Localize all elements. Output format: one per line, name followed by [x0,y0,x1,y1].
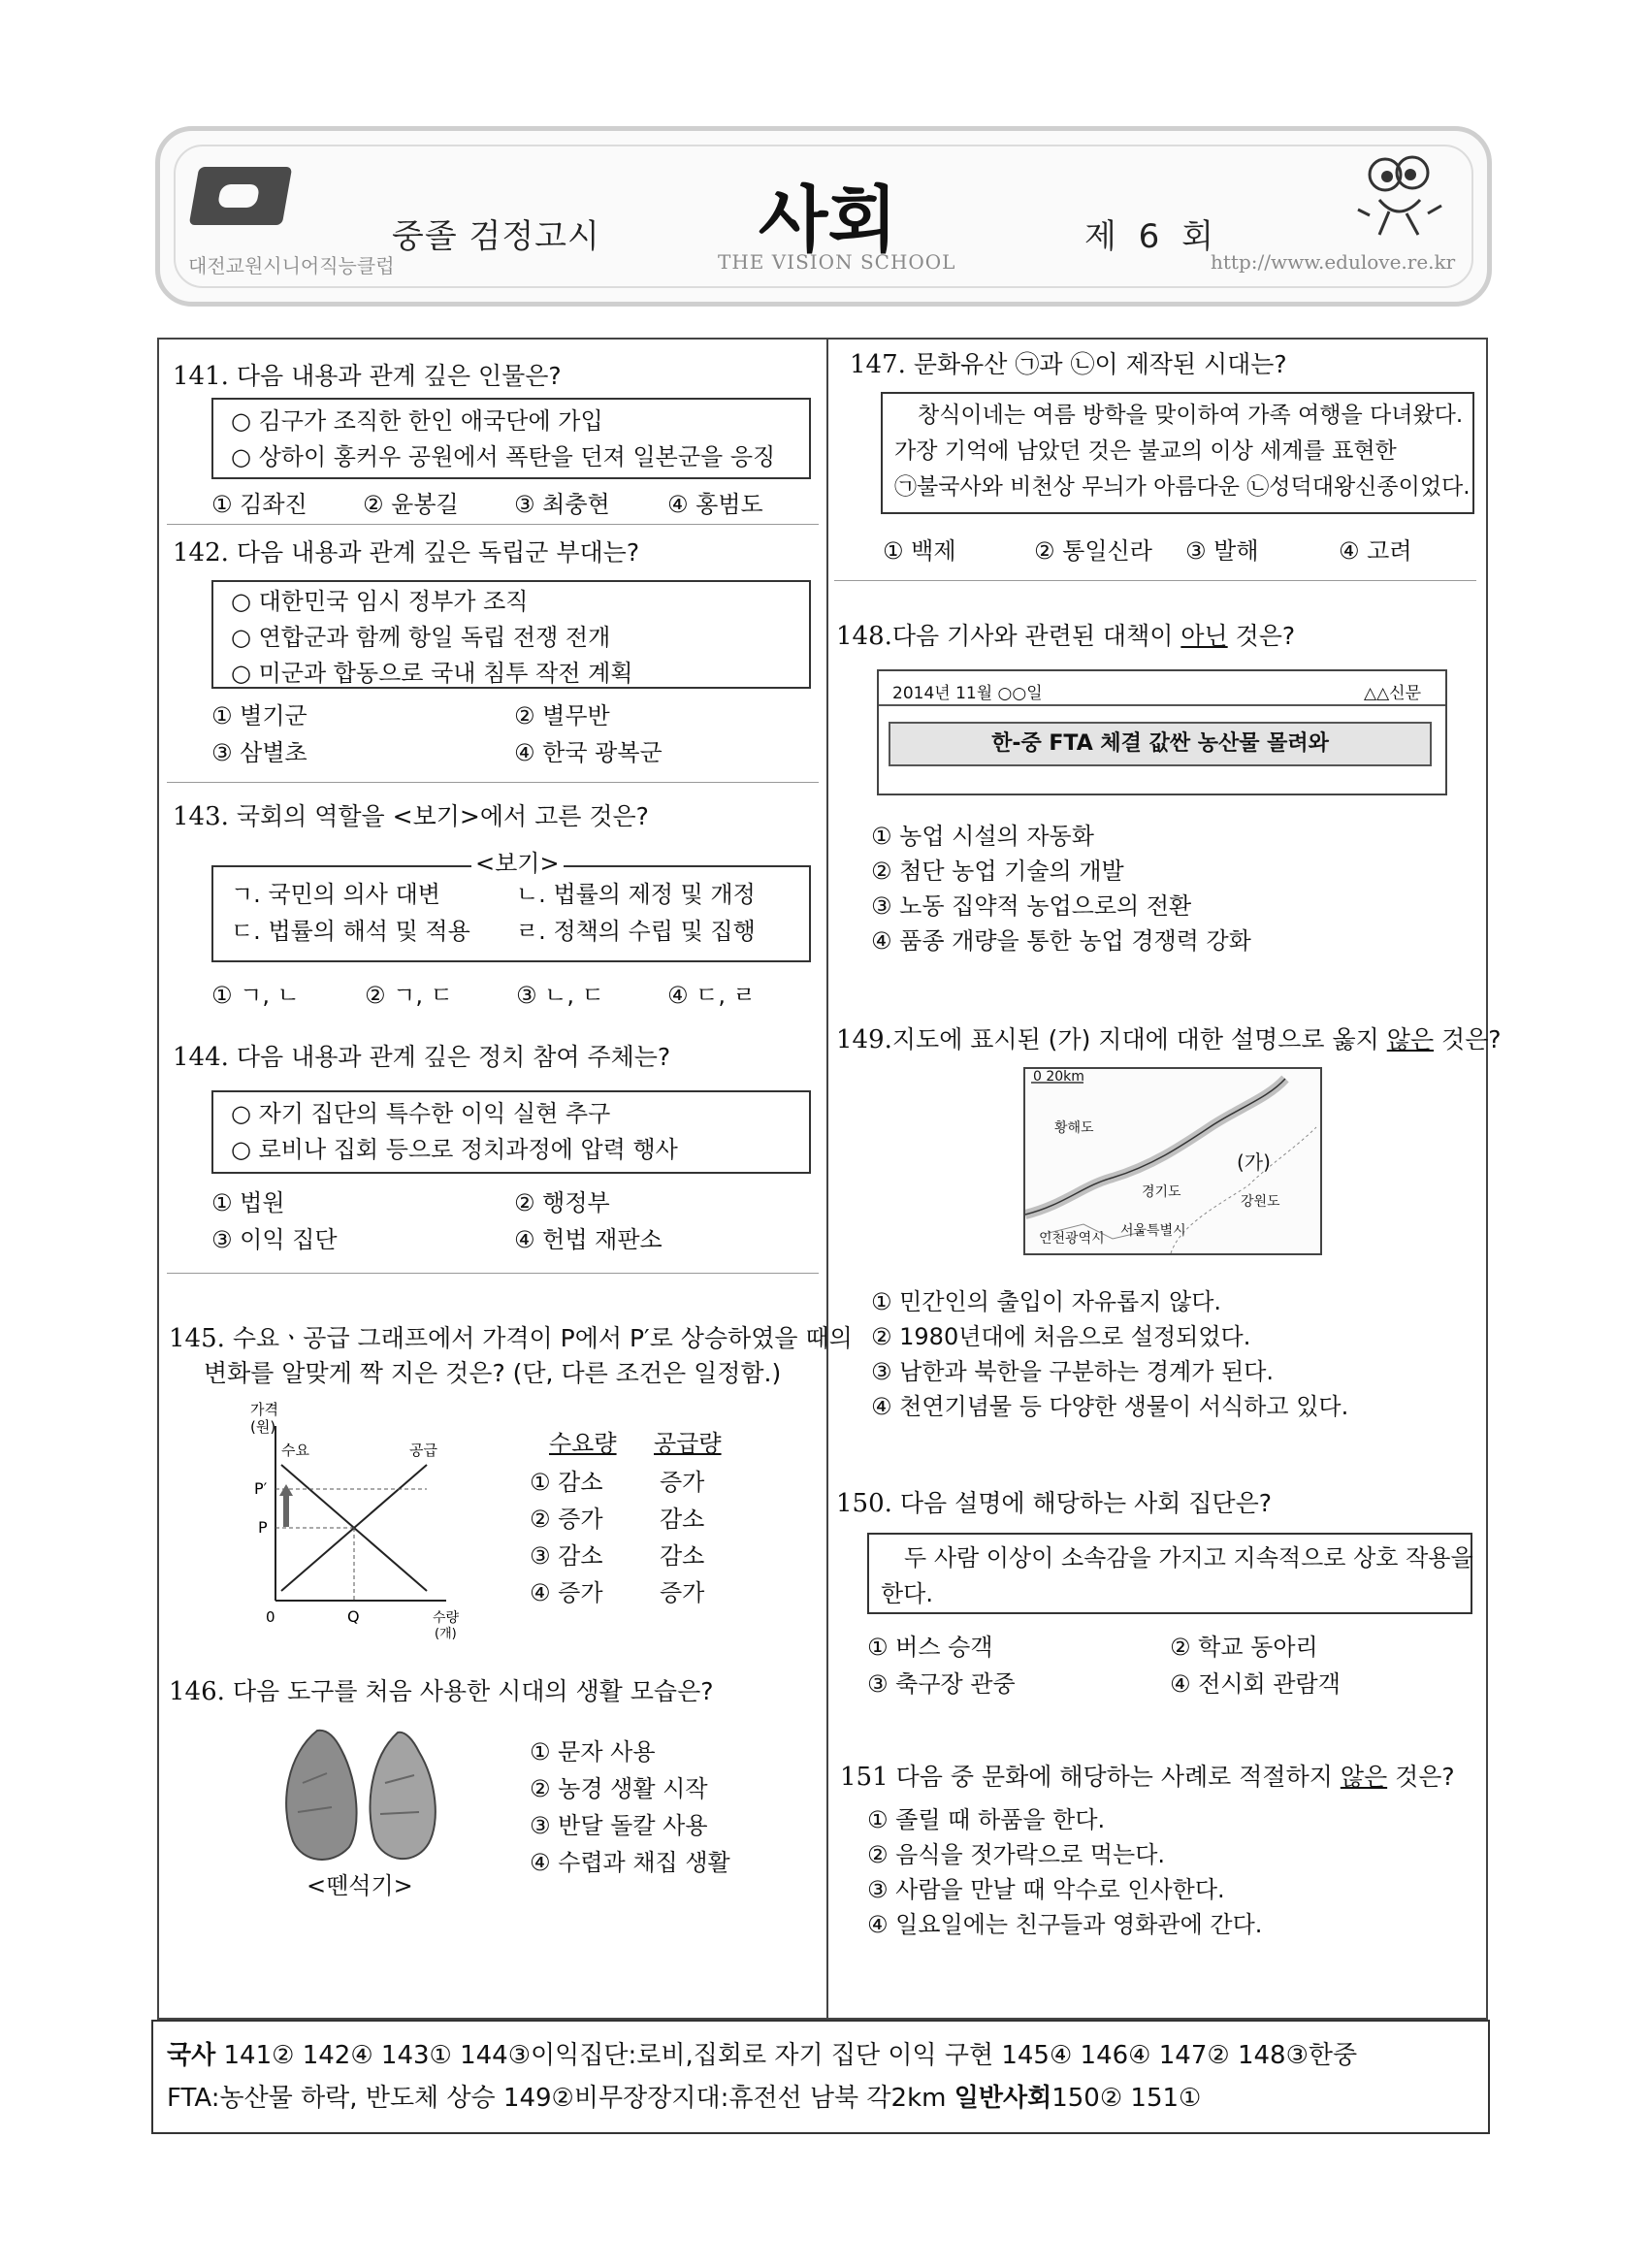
q141-option-1[interactable]: ① 김좌진 [211,491,307,518]
q147-stem [850,347,1287,382]
q148-option-1[interactable]: ① 농업 시설의 자동화 [871,823,1094,850]
q149-option-2[interactable]: ② 1980년대에 처음으로 설정되었다. [871,1323,1251,1350]
q147-option-1[interactable]: ① 백제 [883,537,956,565]
q141-number: 141. [173,362,229,391]
map-label-ga: (가) [1237,1150,1271,1174]
q144-option-4[interactable]: ④ 헌법 재판소 [514,1226,663,1253]
separator [167,524,819,525]
column-divider [826,338,828,2022]
q144-number: 144. [173,1043,229,1072]
q145-option-2[interactable]: ② 증가 [530,1506,603,1533]
q147-option-4[interactable]: ④ 고려 [1339,537,1412,565]
q149-option-3[interactable]: ③ 남한과 북한을 구분하는 경계가 된다. [871,1358,1275,1385]
q142-option-2[interactable]: ② 별무반 [514,702,610,729]
q144-stem [173,1040,670,1075]
q142-stem [173,535,639,570]
q148-option-4[interactable]: ④ 품종 개량을 통한 농업 경쟁력 강화 [871,927,1251,955]
map-label-hwanghae: 황해도 [1054,1120,1094,1136]
q150-option-2[interactable]: ② 학교 동아리 [1170,1634,1318,1661]
q143-box-title: <보기> [471,846,564,882]
q150-option-3[interactable]: ③ 축구장 관중 [867,1670,1016,1698]
q-label: Q [347,1607,360,1626]
q148-text-end: 것은? [1227,622,1296,650]
q141-option-2[interactable]: ② 윤봉길 [363,491,459,518]
q143-option-1[interactable]: ① ㄱ, ㄴ [211,982,300,1009]
dmz-map [1023,1067,1322,1255]
q141-option-3[interactable]: ③ 최충현 [514,491,610,518]
q145-text-line2: 변화를 알맞게 짝 지은 것은? (단, 다른 조건은 일정함.) [204,1359,782,1387]
q147-text: 문화유산 ㉠과 ㉡이 제작된 시대는? [913,350,1287,378]
q151-stem [840,1760,1455,1795]
q149-option-1[interactable]: ① 민간인의 출입이 자유롭지 않다. [871,1288,1222,1315]
q151-number: 151 [840,1763,889,1792]
q151-text-end: 것은? [1387,1763,1455,1791]
q147-box-line: ㉠불국사와 비천상 무늬가 아름다운 ㉡성덕대왕신종이었다. [894,474,1471,500]
separator [167,782,819,783]
school-label: 대전교원시니어직능클럽 [188,254,395,277]
q145-stem [169,1321,853,1356]
q146-option-2[interactable]: ② 농경 생활 시작 [530,1775,708,1802]
subtitle: THE VISION SCHOOL [718,250,956,274]
news-date: 2014년 11월 ○○일 [892,684,1043,703]
q142-option-3[interactable]: ③ 삼별초 [211,739,307,766]
q147-option-2[interactable]: ② 통일신라 [1034,537,1152,565]
q143-box-item: ㄹ. 정책의 수립 및 집행 [516,918,756,945]
q151-option-2[interactable]: ② 음식을 젓가락으로 먹는다. [867,1841,1166,1868]
answer-line-2 [167,2080,1201,2117]
q150-number: 150. [836,1489,892,1518]
q141-box-line: ○ 김구가 조직한 한인 애국단에 가입 [231,407,603,435]
map-label-seoul: 서울특별시 [1120,1223,1186,1239]
separator [167,1273,819,1274]
q142-box-line: ○ 대한민국 임시 정부가 조직 [231,588,529,615]
map-scale: 0 20km [1033,1069,1084,1085]
answer-text-2b: 150② 151① [1051,2084,1202,2113]
q145-option-3-supply: 감소 [660,1542,705,1570]
q144-box-line: ○ 로비나 집회 등으로 정치과정에 압력 행사 [231,1136,678,1163]
q149-text-end: 것은? [1434,1025,1502,1053]
q149-stem [836,1022,1502,1057]
q149-option-4[interactable]: ④ 천연기념물 등 다양한 생물이 서식하고 있다. [871,1393,1349,1420]
q146-stem [169,1674,714,1709]
q143-text: 국회의 역할을 <보기>에서 고른 것은? [236,802,649,830]
q148-stem [836,619,1295,654]
q148-number: 148. [836,622,892,651]
q149-text-emphasis: 않은 [1386,1025,1435,1053]
graph-xlabel-unit: (개) [435,1627,457,1639]
exam-round: 제 6 회 [1084,217,1219,256]
q151-option-4[interactable]: ④ 일요일에는 친구들과 영화관에 간다. [867,1911,1263,1938]
graph-ylabel-unit: (원) [250,1418,276,1436]
price-rise-arrowhead [279,1484,293,1496]
q143-box [211,850,811,962]
news-paper: △△신문 [1364,684,1421,703]
q142-box [211,580,811,689]
q149-text: 지도에 표시된 (가) 지대에 대한 설명으로 옳지 [891,1025,1387,1053]
q145-text-line1: 수요ㆍ공급 그래프에서 가격이 P에서 P′로 상승하였을 때의 [232,1324,853,1352]
website-url: http://www.edulove.re.kr [1211,250,1456,274]
q143-number: 143. [173,802,229,831]
q141-option-4[interactable]: ④ 홍범도 [667,491,763,518]
answer-label-history: 국사 [167,2041,216,2070]
q142-number: 142. [173,538,229,567]
q146-number: 146. [169,1677,225,1706]
demand-label: 수요 [281,1442,309,1459]
q142-box-line: ○ 연합군과 함께 항일 독립 전쟁 전개 [231,624,611,651]
q142-text: 다음 내용과 관계 깊은 독립군 부대는? [236,538,640,567]
q141-box [211,398,811,479]
answer-text-1: 141② 142④ 143① 144③이익집단:로비,집회로 자기 집단 이익 구현 145④ 146④ 147② 148③한중 [223,2041,1358,2070]
separator [834,580,1476,581]
q145-col-demand: 수요량 [549,1430,617,1457]
q145-option-1[interactable]: ① 감소 [530,1469,603,1496]
q145-option-2-supply: 감소 [660,1506,705,1533]
news-headline: 한-중 FTA 체결 값싼 농산물 몰려와 [889,722,1432,766]
q147-number: 147. [850,350,906,379]
q150-box-line: 한다. [881,1580,933,1607]
q143-option-3[interactable]: ③ ㄴ, ㄷ [516,982,604,1009]
q145-col-supply: 공급량 [654,1430,722,1457]
q142-option-1[interactable]: ① 별기군 [211,702,307,729]
q150-box [867,1533,1472,1614]
q150-option-4[interactable]: ④ 전시회 관람객 [1170,1670,1341,1698]
q145-option-3[interactable]: ③ 감소 [530,1542,603,1570]
q142-option-4[interactable]: ④ 한국 광복군 [514,739,663,766]
q146-option-3[interactable]: ③ 반달 돌칼 사용 [530,1812,708,1839]
q144-option-2[interactable]: ② 행정부 [514,1189,610,1216]
q146-option-1[interactable]: ① 문자 사용 [530,1738,656,1766]
q144-box-line: ○ 자기 집단의 특수한 이익 실현 추구 [231,1100,611,1127]
q143-stem [173,799,649,834]
q146-image-caption: <뗀석기> [307,1872,413,1899]
q149-number: 149. [836,1025,892,1054]
q151-option-1[interactable]: ① 졸릴 때 하품을 한다. [867,1806,1106,1833]
q143-option-4[interactable]: ④ ㄷ, ㄹ [667,982,756,1009]
q145-number: 145. [169,1324,225,1353]
q145-option-4-supply: 증가 [660,1579,705,1606]
q147-box-line: 창식이네는 여름 방학을 맞이하여 가족 여행을 다녀왔다. [918,403,1464,428]
q148-text-emphasis: 아닌 [1180,622,1228,650]
q150-box-line: 두 사람 이상이 소속감을 가지고 지속적으로 상호 작용을 [904,1544,1473,1571]
supply-demand-graph [233,1397,485,1639]
q141-box-line: ○ 상하이 홍커우 공원에서 폭탄을 던져 일본군을 응징 [231,443,776,470]
q151-text: 다음 중 문화에 해당하는 사례로 적절하지 [895,1763,1341,1791]
origin-label: 0 [266,1608,275,1626]
q143-box-item: ㄷ. 법률의 해석 및 적용 [231,918,470,945]
answer-line-1 [167,2037,1357,2074]
q146-option-4[interactable]: ④ 수렵과 채집 생활 [530,1849,730,1876]
q147-option-3[interactable]: ③ 발해 [1185,537,1259,565]
hand-axe-image [274,1725,448,1870]
graph-xlabel: 수량 [433,1610,460,1626]
q144-box [211,1090,811,1174]
q144-text: 다음 내용과 관계 깊은 정치 참여 주체는? [236,1043,671,1071]
q150-stem [836,1486,1272,1521]
map-label-gangwon: 강원도 [1241,1194,1280,1210]
answer-key [151,2020,1490,2134]
answer-label-social: 일반사회 [954,2084,1052,2113]
q148-text: 다음 기사와 관련된 대책이 [891,622,1181,650]
p-prime-label: P′ [254,1479,268,1498]
price-rise-arrow [283,1494,289,1527]
q151-option-3[interactable]: ③ 사람을 만날 때 악수로 인사한다. [867,1876,1225,1903]
mascot-illustration [1350,146,1447,243]
q150-text: 다음 설명에 해당하는 사회 집단은? [899,1489,1273,1517]
supply-label: 공급 [409,1442,437,1459]
subject-title: 사회 [759,178,897,262]
map-label-incheon: 인천광역시 [1039,1231,1105,1247]
q144-option-1[interactable]: ① 법원 [211,1189,285,1216]
q143-option-2[interactable]: ② ㄱ, ㄷ [365,982,453,1009]
q148-option-3[interactable]: ③ 노동 집약적 농업으로의 전환 [871,892,1192,920]
q145-option-1-supply: 증가 [660,1469,705,1496]
q143-box-item: ㄱ. 국민의 의사 대변 [231,881,440,908]
q147-box [881,392,1474,514]
q145-option-4[interactable]: ④ 증가 [530,1579,603,1606]
q147-box-line: 가장 기억에 남았던 것은 불교의 이상 세계를 표현한 [894,438,1397,464]
q148-option-2[interactable]: ② 첨단 농업 기술의 개발 [871,858,1124,885]
exam-title: 중졸 검정고시 [392,217,600,256]
q142-box-line: ○ 미군과 합동으로 국내 침투 작전 계획 [231,660,633,687]
map-label-gyeonggi: 경기도 [1142,1184,1181,1200]
q141-stem [173,359,562,394]
q144-option-3[interactable]: ③ 이익 집단 [211,1226,338,1253]
q143-box-item: ㄴ. 법률의 제정 및 개정 [516,881,756,908]
answer-text-2a: FTA:농산물 하락, 반도체 상승 149②비무장장지대:휴전선 남북 각2km [167,2084,954,2113]
q150-option-1[interactable]: ① 버스 승객 [867,1634,993,1661]
q146-text: 다음 도구를 처음 사용한 시대의 생활 모습은? [232,1677,714,1705]
p-label: P [258,1518,268,1537]
q151-text-emphasis: 않은 [1340,1763,1388,1791]
graph-ylabel: 가격 [250,1401,278,1418]
news-clipping [877,669,1447,795]
school-logo [189,167,293,225]
q141-text: 다음 내용과 관계 깊은 인물은? [236,362,562,390]
